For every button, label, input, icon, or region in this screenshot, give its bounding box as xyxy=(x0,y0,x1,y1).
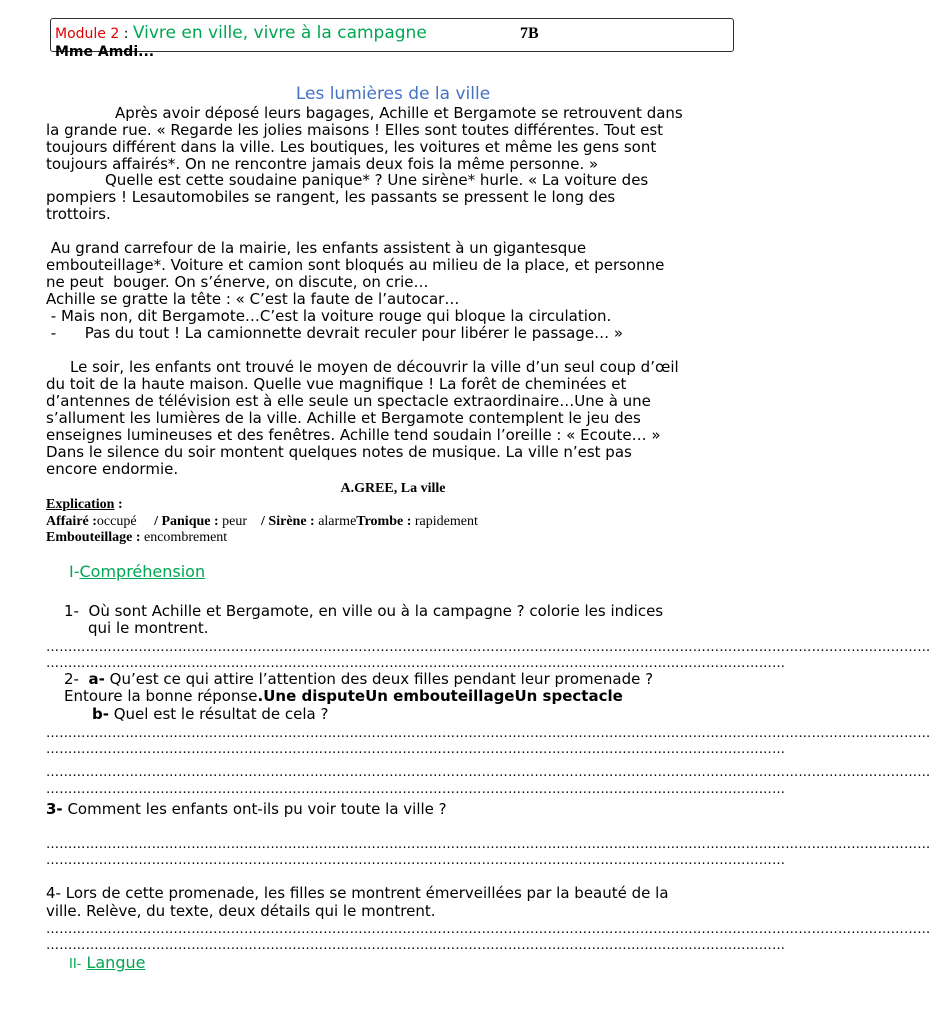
paragraph-1 xyxy=(46,105,706,173)
section-1-title: Compréhension xyxy=(79,562,206,581)
question-1-number: 1- xyxy=(64,602,79,620)
glossary-line-2 xyxy=(46,529,227,546)
text-line: s’allument les lumières de la ville. Achille et Bergamote contemplent le jeu des xyxy=(46,409,641,427)
text-line: ne peut bouger. On s’énerve, on discute, on crie… xyxy=(46,273,429,291)
glossary-heading-colon: : xyxy=(114,497,123,512)
answer-line[interactable]: …………………………………………………………………………………………………………………………………………………… xyxy=(46,938,786,953)
question-4-line-1: 4- Lors de cette promenade, les filles se montrent émerveillées par la beauté de la xyxy=(46,884,669,902)
answer-options[interactable]: .Une disputeUn embouteillageUn spectacle xyxy=(257,687,623,705)
glossary-term: Affairé : xyxy=(46,514,97,529)
paragraph-4 xyxy=(46,359,706,478)
text-line: Le soir, les enfants ont trouvé le moyen de découvrir la ville d’un seul coup d’œil xyxy=(70,358,679,376)
glossary-heading xyxy=(46,496,123,513)
text-line: - Pas du tout ! La camionnette devrait reculer pour libérer le passage… » xyxy=(46,324,624,342)
text-line: Dans le silence du soir montent quelques notes de musique. La ville n’est pas xyxy=(46,443,632,461)
question-3 xyxy=(46,801,447,818)
glossary-heading-text: Explication xyxy=(46,497,115,512)
glossary-term: / Panique : xyxy=(154,514,219,529)
question-2a-text: Qu’est ce qui attire l’attention des deux filles pendant leur promenade ? xyxy=(104,670,654,688)
question-2-instruction xyxy=(64,688,623,705)
text-line: d’antennes de télévision est à elle seule un spectacle extraordinaire…Une à une xyxy=(46,392,651,410)
section-2-heading xyxy=(69,953,145,975)
answer-line[interactable]: ………………………………………………………………………………………………………………………………………………………………………………… xyxy=(46,922,930,937)
text-line: Après avoir déposé leurs bagages, Achille et Bergamote se retrouvent dans xyxy=(115,104,683,122)
question-1-text: Où sont Achille et Bergamote, en ville ou à la campagne ? colorie les indices xyxy=(88,602,664,620)
question-2b xyxy=(92,706,328,723)
answer-line[interactable]: …………………………………………………………………………………………………………………………………………………… xyxy=(46,742,786,757)
glossary-line-1 xyxy=(46,513,478,530)
answer-line[interactable]: ………………………………………………………………………………………………………………………………………………………………………………… xyxy=(46,640,930,655)
section-2-number: II- xyxy=(69,957,82,972)
paragraph-2 xyxy=(46,172,706,223)
text-line: enseignes lumineuses et des fenêtres. Achille tend soudain l’oreille : « Ecoute… » xyxy=(46,426,661,444)
text-line: Achille se gratte la tête : « C’est la faute de l’autocar… xyxy=(46,290,460,308)
glossary-def: rapidement xyxy=(411,514,478,529)
question-2b-text: Quel est le résultat de cela ? xyxy=(108,705,329,723)
glossary-term: / Sirène : xyxy=(261,514,315,529)
section-2-title: Langue xyxy=(86,953,146,972)
question-2b-label: b- xyxy=(92,705,109,723)
question-3-text: Comment les enfants ont-ils pu voir toute la ville ? xyxy=(62,800,447,818)
teacher-name: Mme Amdi... xyxy=(55,44,155,60)
glossary-def: peur xyxy=(218,514,248,529)
text-line: Quelle est cette soudaine panique* ? Une sirène* hurle. « La voiture des xyxy=(105,171,649,189)
answer-line[interactable]: …………………………………………………………………………………………………………………………………………………… xyxy=(46,782,786,797)
answer-line[interactable]: …………………………………………………………………………………………………………………………………………………… xyxy=(46,853,786,868)
header-box xyxy=(50,18,734,60)
text-line: pompiers ! Lesautomobiles se rangent, les passants se pressent le long des xyxy=(46,188,616,206)
section-1-heading xyxy=(69,562,205,582)
text-line: - Mais non, dit Bergamote…C’est la voiture rouge qui bloque la circulation. xyxy=(46,307,612,325)
module-separator: : xyxy=(119,26,133,42)
glossary-def: encombrement xyxy=(140,530,228,545)
module-label: Module 2 xyxy=(55,26,120,42)
answer-line[interactable]: ………………………………………………………………………………………………………………………………………………………………………………… xyxy=(46,726,930,741)
question-1 xyxy=(64,603,663,620)
text-line: la grande rue. « Regarde les jolies maisons ! Elles sont toutes différentes. Tout est xyxy=(46,121,664,139)
glossary-def: occupé xyxy=(96,514,137,529)
text-line: du toit de la haute maison. Quelle vue magnifique ! La forêt de cheminées et xyxy=(46,375,627,393)
module-line xyxy=(55,23,427,44)
question-4-line-2: ville. Relève, du texte, deux détails qui le montrent. xyxy=(46,902,436,920)
text-line: toujours différent dans la ville. Les boutiques, les voitures et même les gens sont xyxy=(46,138,657,156)
question-1-continued: qui le montrent. xyxy=(88,619,209,637)
paragraph-3 xyxy=(46,240,706,342)
question-2a xyxy=(64,671,653,688)
question-3-number: 3- xyxy=(46,800,63,818)
question-2a-label: a- xyxy=(88,670,105,688)
answer-line[interactable]: ………………………………………………………………………………………………………………………………………………………………………………… xyxy=(46,765,930,780)
text-line: Au grand carrefour de la mairie, les enfants assistent à un gigantesque xyxy=(46,239,587,257)
instruction-text: Entoure la bonne réponse xyxy=(64,687,258,705)
glossary-term: Trombe : xyxy=(356,514,412,529)
text-title: Les lumières de la ville xyxy=(295,84,491,104)
question-2-number: 2- xyxy=(64,670,79,688)
text-line: trottoirs. xyxy=(46,205,111,223)
class-label: 7B xyxy=(520,25,539,42)
text-line: encore endormie. xyxy=(46,460,179,478)
text-line: embouteillage*. Voiture et camion sont bloqués au milieu de la place, et personne xyxy=(46,256,665,274)
text-line: toujours affairés*. On ne rencontre jamais deux fois la même personne. » xyxy=(46,155,599,173)
answer-line[interactable]: …………………………………………………………………………………………………………………………………………………… xyxy=(46,656,786,671)
section-1-number: I- xyxy=(69,562,80,581)
glossary-def: alarme xyxy=(314,514,357,529)
module-title: Vivre en ville, vivre à la campagne xyxy=(132,23,427,43)
answer-line[interactable]: ………………………………………………………………………………………………………………………………………………………………………………… xyxy=(46,837,930,852)
text-source: A.GREE, La ville xyxy=(340,481,446,496)
glossary-term: Embouteillage : xyxy=(46,530,141,545)
